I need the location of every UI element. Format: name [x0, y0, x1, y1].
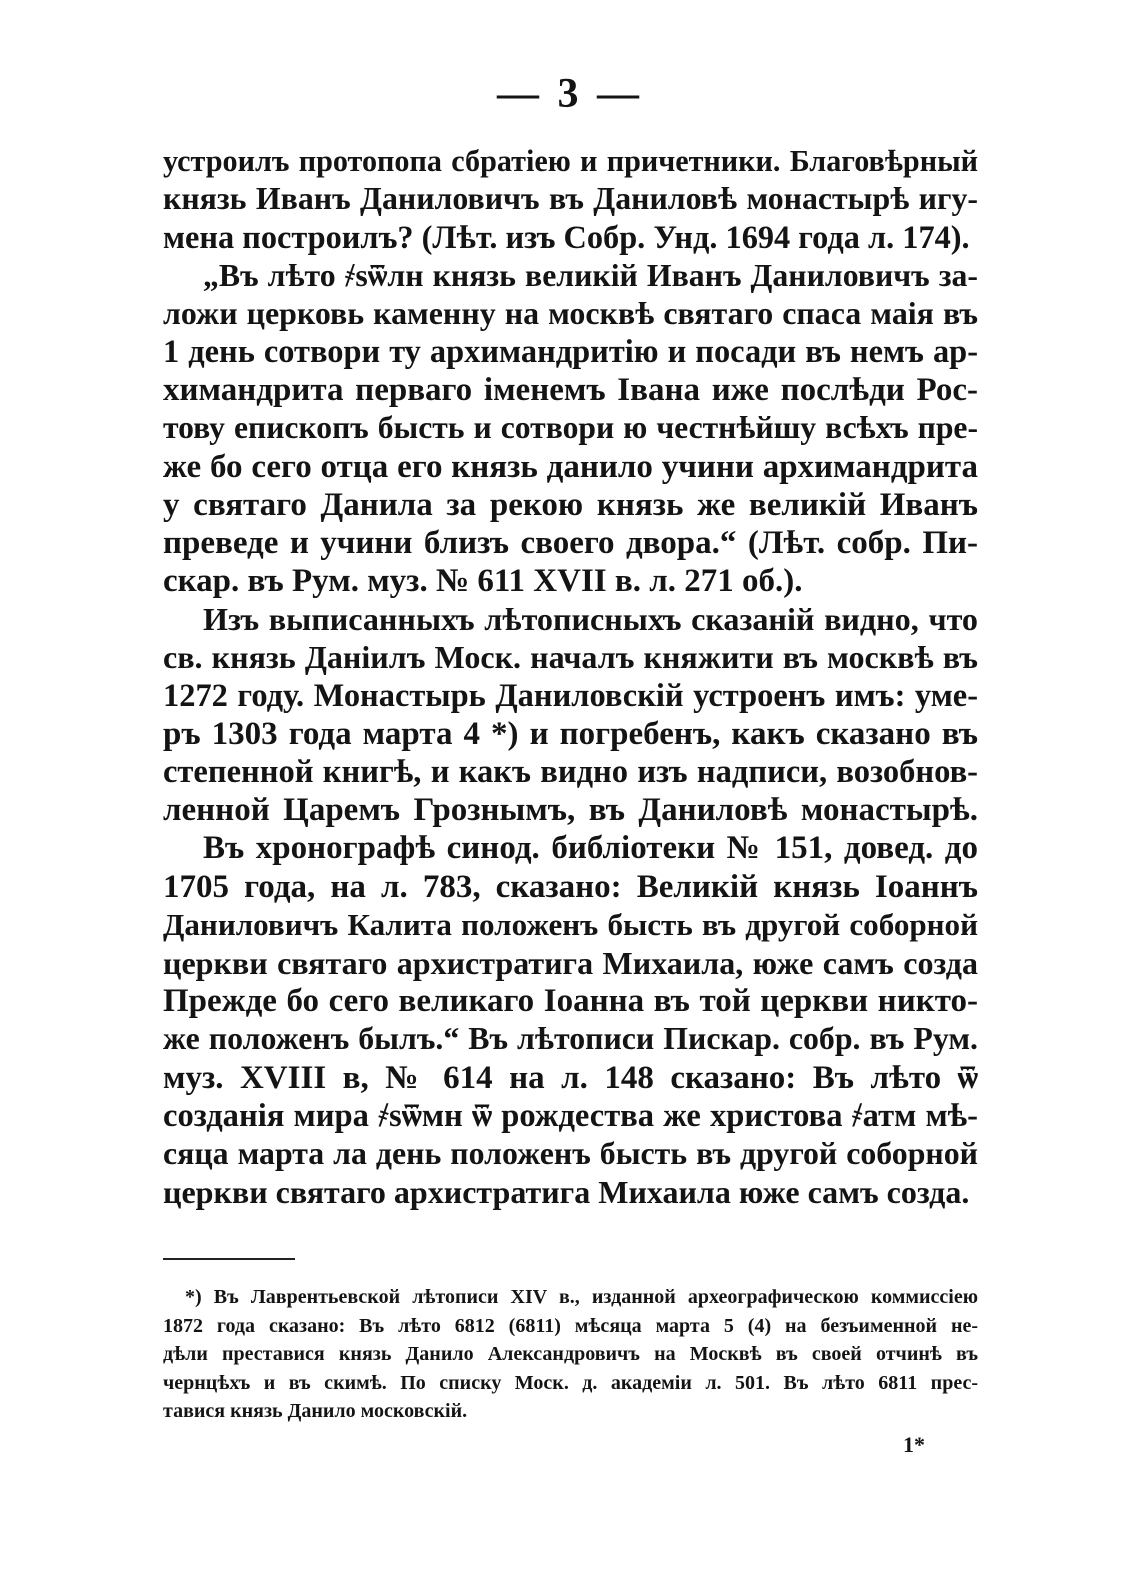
text-line: св. князь Даніилъ Моск. началъ княжити въ москвѣ въ [163, 639, 978, 676]
text-line: „Въ лѣто ҂ѕѿлн князь великій Иванъ Даниловичъ за- [203, 257, 978, 293]
text-line: муз. XVIII в, № 614 на л. 148 сказано: Въ лѣто ѿ [163, 1059, 978, 1096]
text-line: преведе и учини близъ своего двора.“ (Лѣт. собр. Пи- [163, 524, 978, 561]
text-line: ленной Царемъ Грознымъ, въ Даниловѣ монастырѣ. [163, 792, 978, 829]
text-line: Въ хронографѣ синод. библіотеки № 151, довед. до [203, 830, 978, 867]
text-line: же положенъ былъ.“ Въ лѣтописи Пискар. собр. въ Рум. [163, 1021, 978, 1057]
text-line: сяца марта ла день положенъ бысть въ другой соборной [163, 1135, 978, 1171]
text-line: скар. въ Рум. муз. № 611 XVII в. л. 271 об.). [163, 563, 803, 600]
text-line: церкви святаго архистратига Михаила, юже самъ созда [163, 944, 978, 981]
text-line: у святаго Данила за рекою князь же великій Иванъ [163, 486, 978, 523]
text-line: мена построилъ? (Лѣт. изъ Собр. Унд. 1694 года л. 174). [163, 219, 970, 256]
footnote-divider [163, 1258, 295, 1260]
page-number: — 3 — [497, 71, 643, 117]
footnote-line: тавися князь Данило московскій. [163, 1400, 468, 1422]
text-line: 1705 года, на л. 783, сказано: Великій князь Іоаннъ [163, 868, 978, 905]
footnote-line: дѣли преставися князь Данило Александровичъ на Москвѣ въ своей отчинѣ въ [163, 1343, 978, 1365]
text-line: устроилъ протопопа сбратіею и причетники. Благовѣрный [163, 144, 978, 178]
text-line: же бо сего отца его князь данило учини архимандрита [163, 448, 978, 485]
footnote-line: чернцѣхъ и въ скимѣ. По списку Моск. д. академіи л. 501. Въ лѣто 6811 прес- [163, 1371, 978, 1394]
footnote-line: *) Въ Лаврентьевской лѣтописи XIV в., изданной археографическою коммиссіею [185, 1286, 978, 1308]
text-line: Даниловичъ Калита положенъ бысть въ другой соборной [163, 906, 978, 942]
text-line: князь Иванъ Даниловичъ въ Даниловѣ монастырѣ игу- [163, 181, 978, 217]
footnote [163, 1283, 978, 1426]
text-line: химандрита перваго іменемъ Івана иже послѣди Рос- [163, 372, 978, 409]
text-line: созданія мира ҂ѕѿмн ѿ рождества же христова ҂атм мѣ- [163, 1097, 978, 1134]
text-line: Прежде бо сего великаго Іоанна въ той церкви никто- [163, 983, 978, 1020]
text-line: Изъ выписанныхъ лѣтописныхъ сказаній видно, что [203, 601, 978, 638]
text-line: церкви святаго архистратига Михаила юже самъ созда. [163, 1174, 970, 1211]
text-line: степенной книгѣ, и какъ видно изъ надписи, возобнов- [163, 754, 978, 790]
main-text [163, 142, 978, 1211]
text-line: 1 день сотвори ту архимандритію и посади въ немъ ар- [163, 333, 978, 370]
text-line: ложи церковь каменну на москвѣ святаго спаса маія въ [163, 295, 978, 331]
text-line: тову епископъ бысть и сотвори ю честнѣйшу всѣхъ пре- [163, 410, 978, 446]
signature-mark: 1* [903, 1432, 925, 1457]
footnote-line: 1872 года сказано: Въ лѣто 6812 (6811) мѣсяца марта 5 (4) на безъименной не- [163, 1314, 978, 1337]
text-line: ръ 1303 года марта 4 *) и погребенъ, какъ сказано въ [163, 715, 978, 752]
text-line: 1272 году. Монастырь Даниловскій устроенъ имъ: уме- [163, 677, 978, 714]
